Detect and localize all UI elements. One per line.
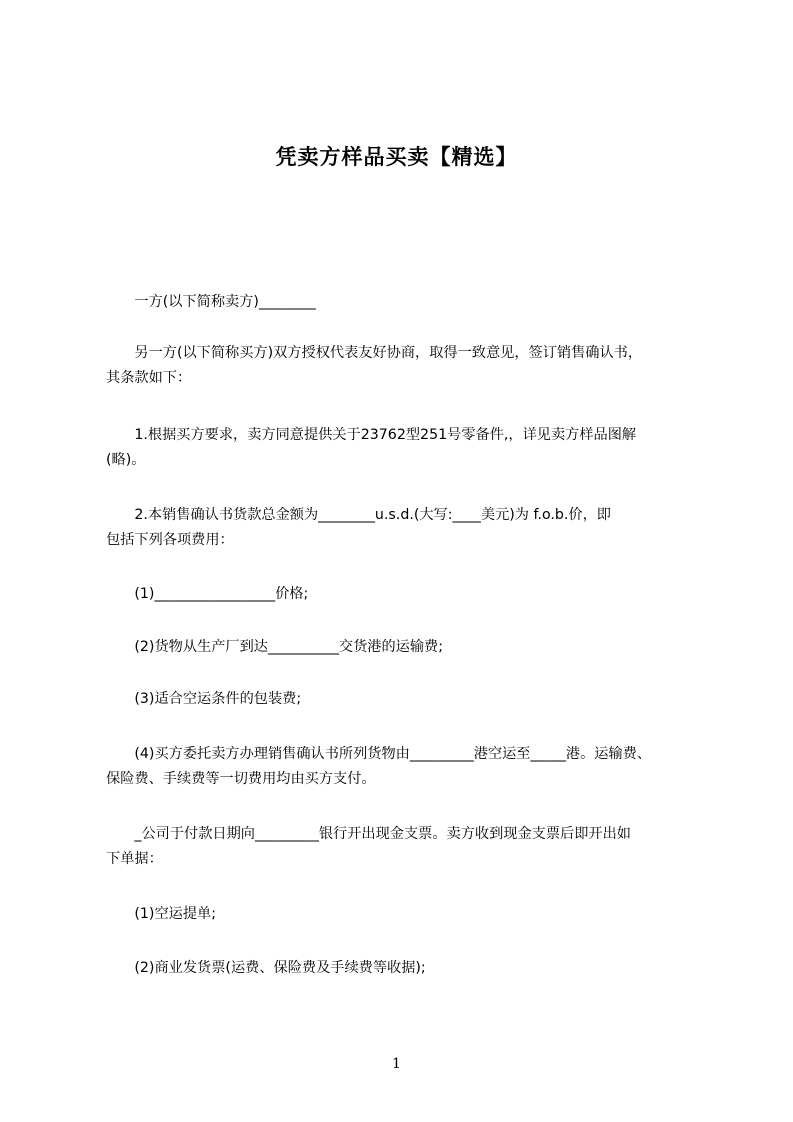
page-title: 凭卖方样品买卖【精选】 (275, 145, 518, 169)
paragraph-item-2 (106, 635, 702, 660)
paragraph-line: (1)_________________价格; (106, 586, 309, 602)
paragraph-clause-1 (106, 423, 702, 473)
paragraph-item-1 (106, 582, 702, 607)
paragraph-line: 一方(以下简称卖方)________ (106, 294, 316, 310)
paragraph-line: (2)货物从生产厂到达__________交货港的运输费; (106, 639, 444, 655)
paragraph-line: 另一方(以下简称买方)双方授权代表友好协商，取得一致意见，签订销售确认书， (106, 345, 643, 361)
paragraph-party-a (106, 290, 702, 315)
paragraph-line: 2.本销售确认书货款总金额为________u.s.d.(大写:____美元)为 f.o.b.价，即 (106, 507, 611, 523)
paragraph-line: _公司于付款日期向_________银行开出现金支票。卖方收到现金支票后即开出如 (106, 826, 631, 842)
paragraph-doc-1 (106, 902, 702, 927)
paragraph-item-3 (106, 687, 702, 712)
paragraph-clause-2 (106, 503, 702, 553)
paragraph-line: 包括下列各项费用： (106, 532, 234, 548)
page-number: 1 (392, 1056, 401, 1072)
paragraph-line: 其条款如下： (106, 370, 192, 386)
paragraph-line: 保险费、手续费等一切费用均由买方支付。 (106, 771, 376, 787)
paragraph-line: (1)空运提单; (106, 906, 217, 922)
paragraph-line: 1.根据买方要求，卖方同意提供关于23762型251号零备件,，详见卖方样品图解 (106, 427, 637, 443)
paragraph-line: (3)适合空运条件的包装费; (106, 691, 302, 707)
paragraph-line: (2)商业发货票(运费、保险费及手续费等收据); (106, 960, 426, 976)
paragraph-line: (略)。 (106, 452, 146, 468)
paragraph-payment (106, 822, 702, 872)
paragraph-item-4 (106, 742, 702, 792)
paragraph-doc-2 (106, 956, 702, 981)
paragraph-line: 下单据： (106, 851, 163, 867)
paragraph-line: (4)买方委托卖方办理销售确认书所列货物由_________港空运至_____港。运输费、 (106, 746, 652, 762)
paragraph-party-b (106, 341, 702, 391)
